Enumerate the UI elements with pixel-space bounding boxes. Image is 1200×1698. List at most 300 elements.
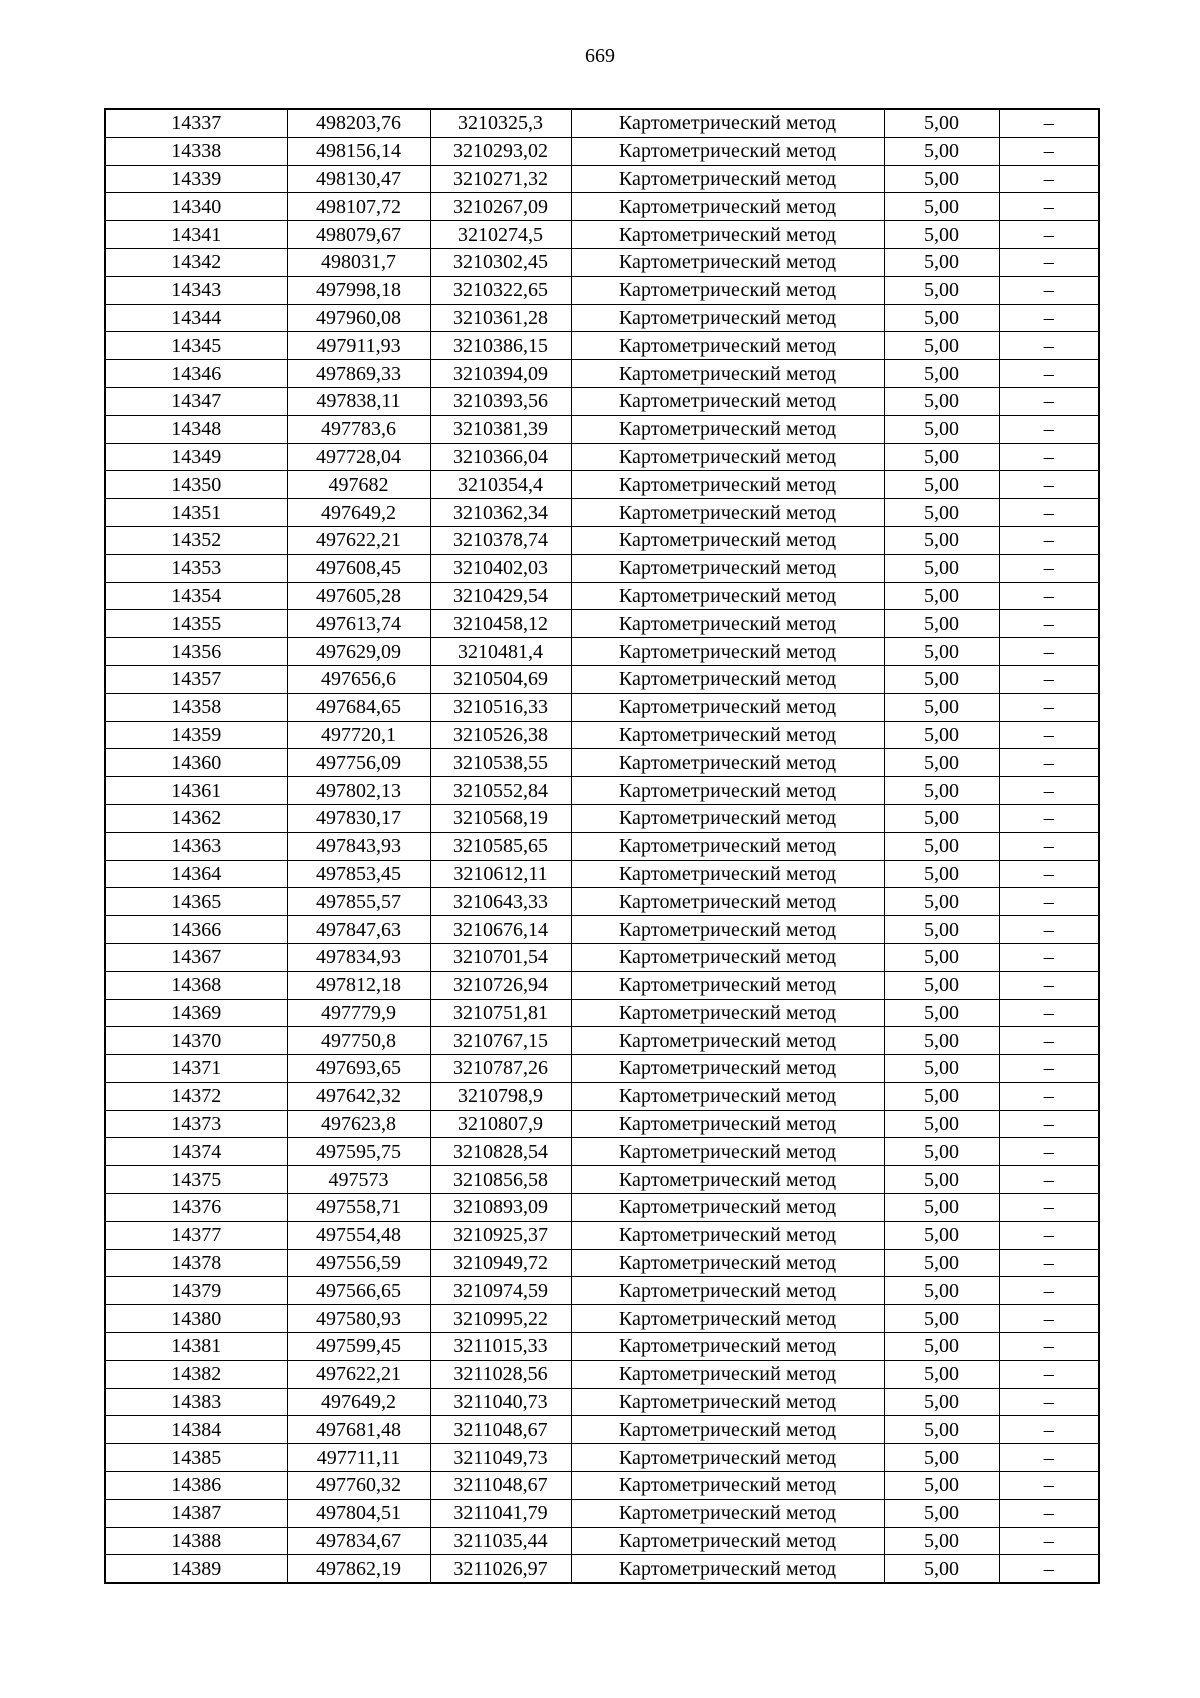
- table-row: [105, 860, 1099, 888]
- method-cell: Картометрический метод: [571, 971, 884, 999]
- point-number-cell: 14376: [105, 1194, 287, 1222]
- table-row: [105, 471, 1099, 499]
- point-number-cell: 14373: [105, 1110, 287, 1138]
- precision-cell: 5,00: [884, 1166, 999, 1194]
- table-row: [105, 1472, 1099, 1500]
- y-coordinate-cell: 3210267,09: [430, 193, 571, 221]
- note-cell: –: [999, 1499, 1099, 1527]
- note-cell: –: [999, 471, 1099, 499]
- point-number-cell: 14347: [105, 387, 287, 415]
- y-coordinate-cell: 3210361,28: [430, 304, 571, 332]
- method-cell: Картометрический метод: [571, 916, 884, 944]
- note-cell: –: [999, 1027, 1099, 1055]
- precision-cell: 5,00: [884, 276, 999, 304]
- x-coordinate-cell: 497556,59: [287, 1249, 430, 1277]
- method-cell: Картометрический метод: [571, 387, 884, 415]
- table-row: [105, 1277, 1099, 1305]
- point-number-cell: 14368: [105, 971, 287, 999]
- table-row: [105, 1555, 1099, 1583]
- y-coordinate-cell: 3210612,11: [430, 860, 571, 888]
- note-cell: –: [999, 1166, 1099, 1194]
- note-cell: –: [999, 1444, 1099, 1472]
- precision-cell: 5,00: [884, 777, 999, 805]
- note-cell: –: [999, 526, 1099, 554]
- note-cell: –: [999, 1555, 1099, 1583]
- y-coordinate-cell: 3210828,54: [430, 1138, 571, 1166]
- method-cell: Картометрический метод: [571, 1444, 884, 1472]
- method-cell: Картометрический метод: [571, 165, 884, 193]
- x-coordinate-cell: 497649,2: [287, 499, 430, 527]
- precision-cell: 5,00: [884, 1388, 999, 1416]
- table-row: [105, 749, 1099, 777]
- note-cell: –: [999, 1138, 1099, 1166]
- precision-cell: 5,00: [884, 1305, 999, 1333]
- x-coordinate-cell: 497558,71: [287, 1194, 430, 1222]
- point-number-cell: 14349: [105, 443, 287, 471]
- precision-cell: 5,00: [884, 1194, 999, 1222]
- y-coordinate-cell: 3210381,39: [430, 415, 571, 443]
- x-coordinate-cell: 497862,19: [287, 1555, 430, 1583]
- method-cell: Картометрический метод: [571, 1277, 884, 1305]
- table-row: [105, 1110, 1099, 1138]
- precision-cell: 5,00: [884, 665, 999, 693]
- method-cell: Картометрический метод: [571, 582, 884, 610]
- y-coordinate-cell: 3210504,69: [430, 665, 571, 693]
- note-cell: –: [999, 443, 1099, 471]
- note-cell: –: [999, 943, 1099, 971]
- precision-cell: 5,00: [884, 1499, 999, 1527]
- x-coordinate-cell: 497684,65: [287, 693, 430, 721]
- precision-cell: 5,00: [884, 1277, 999, 1305]
- method-cell: Картометрический метод: [571, 888, 884, 916]
- table-row: [105, 665, 1099, 693]
- precision-cell: 5,00: [884, 499, 999, 527]
- precision-cell: 5,00: [884, 638, 999, 666]
- method-cell: Картометрический метод: [571, 360, 884, 388]
- y-coordinate-cell: 3210552,84: [430, 777, 571, 805]
- x-coordinate-cell: 497595,75: [287, 1138, 430, 1166]
- table-row: [105, 443, 1099, 471]
- point-number-cell: 14388: [105, 1527, 287, 1555]
- table-row: [105, 304, 1099, 332]
- method-cell: Картометрический метод: [571, 777, 884, 805]
- x-coordinate-cell: 498130,47: [287, 165, 430, 193]
- y-coordinate-cell: 3210394,09: [430, 360, 571, 388]
- precision-cell: 5,00: [884, 582, 999, 610]
- method-cell: Картометрический метод: [571, 1416, 884, 1444]
- x-coordinate-cell: 497656,6: [287, 665, 430, 693]
- x-coordinate-cell: 497869,33: [287, 360, 430, 388]
- x-coordinate-cell: 497728,04: [287, 443, 430, 471]
- method-cell: Картометрический метод: [571, 1166, 884, 1194]
- point-number-cell: 14385: [105, 1444, 287, 1472]
- note-cell: –: [999, 1305, 1099, 1333]
- y-coordinate-cell: 3210995,22: [430, 1305, 571, 1333]
- y-coordinate-cell: 3210322,65: [430, 276, 571, 304]
- y-coordinate-cell: 3210325,3: [430, 109, 571, 137]
- y-coordinate-cell: 3210925,37: [430, 1221, 571, 1249]
- point-number-cell: 14345: [105, 332, 287, 360]
- method-cell: Картометрический метод: [571, 1027, 884, 1055]
- precision-cell: 5,00: [884, 221, 999, 249]
- x-coordinate-cell: 497681,48: [287, 1416, 430, 1444]
- method-cell: Картометрический метод: [571, 304, 884, 332]
- method-cell: Картометрический метод: [571, 221, 884, 249]
- point-number-cell: 14382: [105, 1360, 287, 1388]
- point-number-cell: 14358: [105, 693, 287, 721]
- precision-cell: 5,00: [884, 1221, 999, 1249]
- table-row: [105, 109, 1099, 137]
- note-cell: –: [999, 1527, 1099, 1555]
- precision-cell: 5,00: [884, 1444, 999, 1472]
- note-cell: –: [999, 1360, 1099, 1388]
- note-cell: –: [999, 1388, 1099, 1416]
- y-coordinate-cell: 3210538,55: [430, 749, 571, 777]
- point-number-cell: 14338: [105, 137, 287, 165]
- point-number-cell: 14375: [105, 1166, 287, 1194]
- method-cell: Картометрический метод: [571, 1360, 884, 1388]
- note-cell: –: [999, 165, 1099, 193]
- precision-cell: 5,00: [884, 860, 999, 888]
- note-cell: –: [999, 109, 1099, 137]
- x-coordinate-cell: 497613,74: [287, 610, 430, 638]
- table-row: [105, 1527, 1099, 1555]
- point-number-cell: 14378: [105, 1249, 287, 1277]
- x-coordinate-cell: 497580,93: [287, 1305, 430, 1333]
- table-row: [105, 1027, 1099, 1055]
- point-number-cell: 14350: [105, 471, 287, 499]
- precision-cell: 5,00: [884, 332, 999, 360]
- note-cell: –: [999, 832, 1099, 860]
- precision-cell: 5,00: [884, 943, 999, 971]
- method-cell: Картометрический метод: [571, 332, 884, 360]
- table-row: [105, 804, 1099, 832]
- table-row: [105, 777, 1099, 805]
- method-cell: Картометрический метод: [571, 526, 884, 554]
- y-coordinate-cell: 3210362,34: [430, 499, 571, 527]
- method-cell: Картометрический метод: [571, 638, 884, 666]
- y-coordinate-cell: 3211048,67: [430, 1416, 571, 1444]
- table-row: [105, 276, 1099, 304]
- y-coordinate-cell: 3210807,9: [430, 1110, 571, 1138]
- x-coordinate-cell: 497756,09: [287, 749, 430, 777]
- point-number-cell: 14387: [105, 1499, 287, 1527]
- x-coordinate-cell: 497838,11: [287, 387, 430, 415]
- precision-cell: 5,00: [884, 1110, 999, 1138]
- method-cell: Картометрический метод: [571, 999, 884, 1027]
- method-cell: Картометрический метод: [571, 832, 884, 860]
- x-coordinate-cell: 497629,09: [287, 638, 430, 666]
- x-coordinate-cell: 497622,21: [287, 526, 430, 554]
- x-coordinate-cell: 497834,67: [287, 1527, 430, 1555]
- point-number-cell: 14370: [105, 1027, 287, 1055]
- precision-cell: 5,00: [884, 387, 999, 415]
- x-coordinate-cell: 497622,21: [287, 1360, 430, 1388]
- point-number-cell: 14361: [105, 777, 287, 805]
- note-cell: –: [999, 721, 1099, 749]
- y-coordinate-cell: 3210701,54: [430, 943, 571, 971]
- table-row: [105, 1138, 1099, 1166]
- coordinates-table-body: [105, 109, 1099, 1583]
- point-number-cell: 14381: [105, 1333, 287, 1361]
- method-cell: Картометрический метод: [571, 1221, 884, 1249]
- note-cell: –: [999, 971, 1099, 999]
- y-coordinate-cell: 3210386,15: [430, 332, 571, 360]
- table-row: [105, 137, 1099, 165]
- y-coordinate-cell: 3210676,14: [430, 916, 571, 944]
- table-row: [105, 415, 1099, 443]
- x-coordinate-cell: 497599,45: [287, 1333, 430, 1361]
- precision-cell: 5,00: [884, 804, 999, 832]
- y-coordinate-cell: 3210643,33: [430, 888, 571, 916]
- method-cell: Картометрический метод: [571, 1055, 884, 1083]
- precision-cell: 5,00: [884, 888, 999, 916]
- precision-cell: 5,00: [884, 1527, 999, 1555]
- x-coordinate-cell: 497649,2: [287, 1388, 430, 1416]
- method-cell: Картометрический метод: [571, 443, 884, 471]
- point-number-cell: 14384: [105, 1416, 287, 1444]
- note-cell: –: [999, 749, 1099, 777]
- x-coordinate-cell: 498156,14: [287, 137, 430, 165]
- note-cell: –: [999, 1082, 1099, 1110]
- point-number-cell: 14379: [105, 1277, 287, 1305]
- point-number-cell: 14374: [105, 1138, 287, 1166]
- x-coordinate-cell: 498031,7: [287, 248, 430, 276]
- table-row: [105, 721, 1099, 749]
- y-coordinate-cell: 3211028,56: [430, 1360, 571, 1388]
- x-coordinate-cell: 497847,63: [287, 916, 430, 944]
- point-number-cell: 14354: [105, 582, 287, 610]
- note-cell: –: [999, 693, 1099, 721]
- precision-cell: 5,00: [884, 999, 999, 1027]
- note-cell: –: [999, 777, 1099, 805]
- method-cell: Картометрический метод: [571, 943, 884, 971]
- precision-cell: 5,00: [884, 1249, 999, 1277]
- y-coordinate-cell: 3211040,73: [430, 1388, 571, 1416]
- note-cell: –: [999, 499, 1099, 527]
- precision-cell: 5,00: [884, 415, 999, 443]
- method-cell: Картометрический метод: [571, 1082, 884, 1110]
- table-row: [105, 554, 1099, 582]
- x-coordinate-cell: 497779,9: [287, 999, 430, 1027]
- point-number-cell: 14366: [105, 916, 287, 944]
- y-coordinate-cell: 3210856,58: [430, 1166, 571, 1194]
- x-coordinate-cell: 498079,67: [287, 221, 430, 249]
- page-number: 669: [585, 45, 615, 67]
- y-coordinate-cell: 3210767,15: [430, 1027, 571, 1055]
- x-coordinate-cell: 497573: [287, 1166, 430, 1194]
- table-row: [105, 526, 1099, 554]
- note-cell: –: [999, 1055, 1099, 1083]
- note-cell: –: [999, 610, 1099, 638]
- method-cell: Картометрический метод: [571, 1194, 884, 1222]
- precision-cell: 5,00: [884, 749, 999, 777]
- x-coordinate-cell: 497802,13: [287, 777, 430, 805]
- precision-cell: 5,00: [884, 554, 999, 582]
- precision-cell: 5,00: [884, 1555, 999, 1583]
- point-number-cell: 14377: [105, 1221, 287, 1249]
- note-cell: –: [999, 415, 1099, 443]
- table-row: [105, 1249, 1099, 1277]
- table-row: [105, 248, 1099, 276]
- method-cell: Картометрический метод: [571, 1249, 884, 1277]
- note-cell: –: [999, 137, 1099, 165]
- y-coordinate-cell: 3210526,38: [430, 721, 571, 749]
- point-number-cell: 14383: [105, 1388, 287, 1416]
- point-number-cell: 14363: [105, 832, 287, 860]
- precision-cell: 5,00: [884, 1416, 999, 1444]
- point-number-cell: 14359: [105, 721, 287, 749]
- note-cell: –: [999, 1472, 1099, 1500]
- x-coordinate-cell: 498203,76: [287, 109, 430, 137]
- method-cell: Картометрический метод: [571, 1555, 884, 1583]
- point-number-cell: 14341: [105, 221, 287, 249]
- note-cell: –: [999, 999, 1099, 1027]
- note-cell: –: [999, 304, 1099, 332]
- x-coordinate-cell: 497843,93: [287, 832, 430, 860]
- precision-cell: 5,00: [884, 109, 999, 137]
- y-coordinate-cell: 3211026,97: [430, 1555, 571, 1583]
- table-row: [105, 1082, 1099, 1110]
- x-coordinate-cell: 497911,93: [287, 332, 430, 360]
- note-cell: –: [999, 387, 1099, 415]
- method-cell: Картометрический метод: [571, 1333, 884, 1361]
- x-coordinate-cell: 497554,48: [287, 1221, 430, 1249]
- note-cell: –: [999, 193, 1099, 221]
- point-number-cell: 14360: [105, 749, 287, 777]
- precision-cell: 5,00: [884, 248, 999, 276]
- table-row: [105, 332, 1099, 360]
- table-row: [105, 165, 1099, 193]
- precision-cell: 5,00: [884, 1472, 999, 1500]
- y-coordinate-cell: 3210293,02: [430, 137, 571, 165]
- precision-cell: 5,00: [884, 1360, 999, 1388]
- method-cell: Картометрический метод: [571, 248, 884, 276]
- y-coordinate-cell: 3210893,09: [430, 1194, 571, 1222]
- method-cell: Картометрический метод: [571, 665, 884, 693]
- table-row: [105, 1305, 1099, 1333]
- x-coordinate-cell: 497853,45: [287, 860, 430, 888]
- table-row: [105, 888, 1099, 916]
- note-cell: –: [999, 554, 1099, 582]
- point-number-cell: 14386: [105, 1472, 287, 1500]
- x-coordinate-cell: 497608,45: [287, 554, 430, 582]
- table-row: [105, 1416, 1099, 1444]
- table-row: [105, 221, 1099, 249]
- note-cell: –: [999, 582, 1099, 610]
- y-coordinate-cell: 3210402,03: [430, 554, 571, 582]
- x-coordinate-cell: 497830,17: [287, 804, 430, 832]
- method-cell: Картометрический метод: [571, 693, 884, 721]
- method-cell: Картометрический метод: [571, 415, 884, 443]
- x-coordinate-cell: 497566,65: [287, 1277, 430, 1305]
- y-coordinate-cell: 3211015,33: [430, 1333, 571, 1361]
- x-coordinate-cell: 497605,28: [287, 582, 430, 610]
- precision-cell: 5,00: [884, 721, 999, 749]
- note-cell: –: [999, 1110, 1099, 1138]
- x-coordinate-cell: 498107,72: [287, 193, 430, 221]
- table-row: [105, 1444, 1099, 1472]
- precision-cell: 5,00: [884, 1027, 999, 1055]
- method-cell: Картометрический метод: [571, 471, 884, 499]
- precision-cell: 5,00: [884, 832, 999, 860]
- note-cell: –: [999, 638, 1099, 666]
- x-coordinate-cell: 497812,18: [287, 971, 430, 999]
- table-row: [105, 1333, 1099, 1361]
- y-coordinate-cell: 3210274,5: [430, 221, 571, 249]
- x-coordinate-cell: 497693,65: [287, 1055, 430, 1083]
- precision-cell: 5,00: [884, 193, 999, 221]
- note-cell: –: [999, 1333, 1099, 1361]
- table-row: [105, 610, 1099, 638]
- method-cell: Картометрический метод: [571, 721, 884, 749]
- table-row: [105, 1166, 1099, 1194]
- table-row: [105, 638, 1099, 666]
- x-coordinate-cell: 497834,93: [287, 943, 430, 971]
- point-number-cell: 14357: [105, 665, 287, 693]
- table-row: [105, 193, 1099, 221]
- table-row: [105, 387, 1099, 415]
- point-number-cell: 14371: [105, 1055, 287, 1083]
- table-row: [105, 971, 1099, 999]
- method-cell: Картометрический метод: [571, 1110, 884, 1138]
- table-row: [105, 693, 1099, 721]
- precision-cell: 5,00: [884, 526, 999, 554]
- point-number-cell: 14351: [105, 499, 287, 527]
- point-number-cell: 14369: [105, 999, 287, 1027]
- table-row: [105, 499, 1099, 527]
- precision-cell: 5,00: [884, 971, 999, 999]
- x-coordinate-cell: 497682: [287, 471, 430, 499]
- precision-cell: 5,00: [884, 1055, 999, 1083]
- y-coordinate-cell: 3210751,81: [430, 999, 571, 1027]
- note-cell: –: [999, 1249, 1099, 1277]
- point-number-cell: 14372: [105, 1082, 287, 1110]
- x-coordinate-cell: 497750,8: [287, 1027, 430, 1055]
- note-cell: –: [999, 665, 1099, 693]
- method-cell: Картометрический метод: [571, 804, 884, 832]
- precision-cell: 5,00: [884, 471, 999, 499]
- x-coordinate-cell: 497998,18: [287, 276, 430, 304]
- point-number-cell: 14348: [105, 415, 287, 443]
- y-coordinate-cell: 3210516,33: [430, 693, 571, 721]
- y-coordinate-cell: 3210302,45: [430, 248, 571, 276]
- method-cell: Картометрический метод: [571, 1305, 884, 1333]
- x-coordinate-cell: 497720,1: [287, 721, 430, 749]
- method-cell: Картометрический метод: [571, 137, 884, 165]
- table-row: [105, 1194, 1099, 1222]
- note-cell: –: [999, 1277, 1099, 1305]
- method-cell: Картометрический метод: [571, 749, 884, 777]
- x-coordinate-cell: 497783,6: [287, 415, 430, 443]
- table-row: [105, 943, 1099, 971]
- point-number-cell: 14340: [105, 193, 287, 221]
- method-cell: Картометрический метод: [571, 1527, 884, 1555]
- point-number-cell: 14364: [105, 860, 287, 888]
- point-number-cell: 14355: [105, 610, 287, 638]
- method-cell: Картометрический метод: [571, 554, 884, 582]
- precision-cell: 5,00: [884, 304, 999, 332]
- y-coordinate-cell: 3211049,73: [430, 1444, 571, 1472]
- method-cell: Картометрический метод: [571, 499, 884, 527]
- point-number-cell: 14339: [105, 165, 287, 193]
- point-number-cell: 14343: [105, 276, 287, 304]
- method-cell: Картометрический метод: [571, 1472, 884, 1500]
- x-coordinate-cell: 497855,57: [287, 888, 430, 916]
- precision-cell: 5,00: [884, 693, 999, 721]
- method-cell: Картометрический метод: [571, 860, 884, 888]
- y-coordinate-cell: 3210568,19: [430, 804, 571, 832]
